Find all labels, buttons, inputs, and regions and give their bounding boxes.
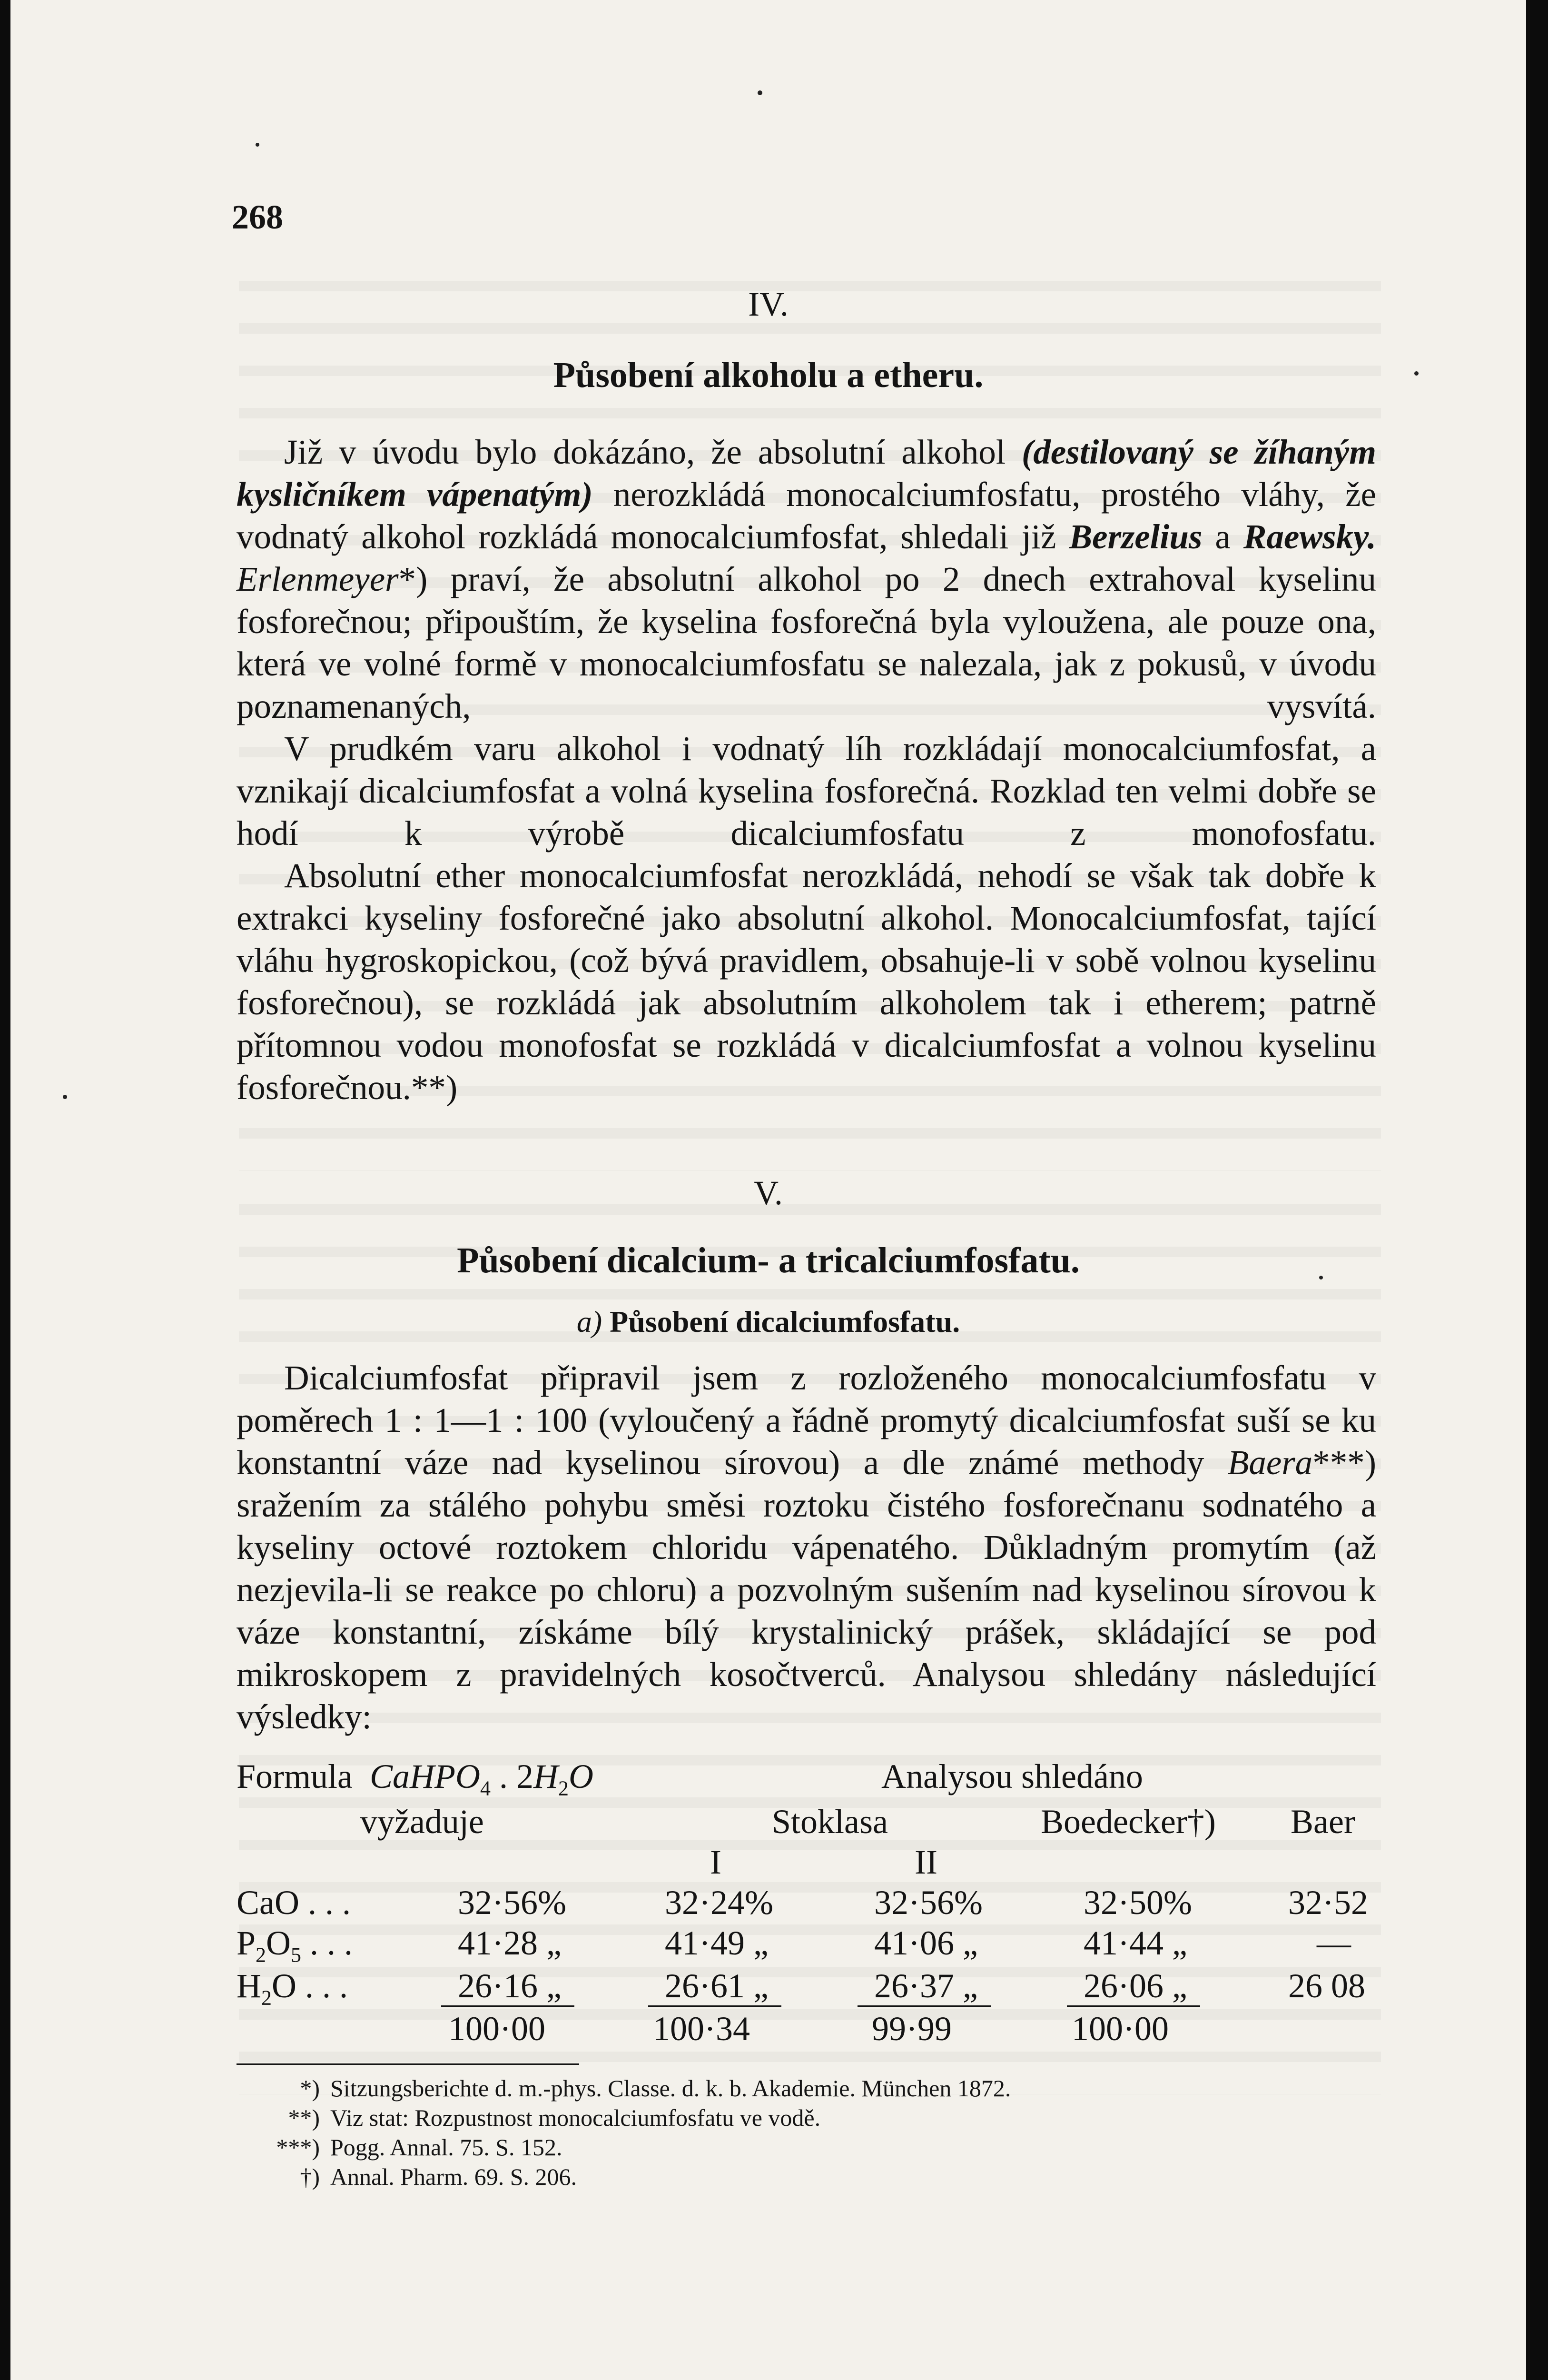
table-cell-stoklasa-i: 41·49 „ (665, 1924, 769, 1962)
table-cell-stoklasa-ii: 41·06 „ (874, 1924, 978, 1962)
author-name: Berzelius (1069, 517, 1203, 556)
text: ***) sražením za stálého pohybu směsi roztoku čistého fosforečnanu sodnatého a kyseliny octové roztokem chloridu vápenatého. Důkladným promytím (až nezjevila-li se reakce po chloru) a pozvolným sušením nad kyselinou sírovou k váze konstantní, získáme bílý krystalinický prášek, skládající se pod mikroskopem z pravidelných kosočtverců. Analysou shledány následující výsledky: (237, 1443, 1376, 1736)
formula-row (237, 1756, 593, 1808)
text: nerozkládá monocalciumfosfatu, prostého vláhy, že vodnatý alkohol rozkládá monocalciumfosfat, shledali již (237, 475, 1376, 556)
paragraph: V prudkém varu alkohol i vodnatý líh rozkládají monocalciumfosfat, a vznikají dicalciumfosfat a volná kyselina fosforečná. Rozklad ten velmi dobře se hodí k výrobě dicalciumfosfatu z monofosfatu. (237, 729, 1376, 853)
footnote-text: Sitzungsberichte d. m.-phys. Classe. d. k. b. Akademie. München 1872. (330, 2075, 1011, 2102)
subsection-heading (10, 1304, 1526, 1339)
scan-speck (256, 143, 259, 147)
table-cell-stoklasa-i: 32·24% (665, 1884, 773, 1922)
footnote-text: Annal. Pharm. 69. S. 206. (330, 2163, 577, 2190)
text: a (1202, 517, 1243, 556)
table-cell-required: 41·28 „ (458, 1924, 562, 1962)
section-heading: Působení alkoholu a etheru. (553, 355, 984, 395)
table-row-label: $P_2O_5$ . . . (237, 1924, 353, 1967)
baer-header: Baer (1291, 1803, 1355, 1841)
paragraph (237, 1357, 1376, 1738)
table-row-label: $H_2O$ . . . (237, 1967, 348, 2010)
footnote-mark: †) (300, 2163, 320, 2190)
footnote-rule (237, 2063, 579, 2065)
table-total-boedecker: 100·00 (1072, 2010, 1169, 2048)
table-cell-required: 32·56% (458, 1884, 566, 1922)
author-name: Raewsky. (1243, 517, 1376, 556)
table-cell-stoklasa-i: 26·61 „ (665, 1967, 769, 2005)
column-ii-header: II (915, 1843, 937, 1881)
boedecker-header: Boedecker†) (1041, 1803, 1216, 1841)
table-cell-baer: 32·52 (1288, 1884, 1368, 1922)
sum-rule (648, 2005, 781, 2007)
found-header: Analysou shledáno (881, 1757, 1143, 1795)
table-row-label: CaO . . . (237, 1884, 351, 1922)
footnote-text: Pogg. Annal. 75. S. 152. (330, 2134, 562, 2161)
author-name: Erlenmeyer (237, 560, 399, 598)
italic-text: (destilovaný se žíhaným kysličníkem vápenatým) (237, 433, 1376, 514)
paragraph (237, 431, 1376, 727)
table-cell-stoklasa-ii: 32·56% (874, 1884, 983, 1922)
table-total-stoklasa-i: 100·34 (653, 2010, 750, 2048)
footnote-text: Viz stat: Rozpustnost monocalciumfosfatu ve vodě. (330, 2104, 821, 2131)
table-cell-stoklasa-ii: 26·37 „ (874, 1967, 978, 2005)
paragraph: Absolutní ether monocalciumfosfat nerozkládá, nehodí se však tak dobře k extrakci kyseliny fosforečné jako absolutní alkohol. Monocalciumfosfat, tající vláhu hygroskopickou, (což bývá pravidlem, obsahuje-li v sobě volnou kyselinu fosforečnou), se rozkládá jak absolutním alkoholem tak i etherem; patrně přítomnou vodou monofosfat se rozkládá v dicalciumfosfat a volnou kyselinu fosforečnou.**) (237, 856, 1376, 1107)
scanned-page (10, 0, 1526, 2380)
section-numeral: IV. (748, 285, 789, 323)
sum-rule (858, 2005, 991, 2007)
stoklasa-header: Stoklasa (772, 1803, 888, 1841)
formula: CaHPO$_4$ . $2H_2O$ (369, 1757, 593, 1800)
table-cell-required: 26·16 „ (458, 1967, 562, 2005)
formula-label: Formula (237, 1757, 353, 1795)
subsection-title: Působení dicalciumfosfatu. (610, 1305, 960, 1339)
section-heading: Působení dicalcium- a tricalciumfosfatu. (457, 1240, 1080, 1280)
column-i-header: I (710, 1843, 721, 1881)
table-total-required: 100·00 (448, 2010, 545, 2048)
scan-speck (758, 90, 762, 95)
text: Dicalciumfosfat připravil jsem z rozloženého monocalciumfosfatu v poměrech 1 : 1—1 : 100 (vyloučený a řádně promytý dicalciumfosfat suší se ku konstantní váze nad kyselinou sírovou) a dle známé methody (237, 1359, 1376, 1482)
table-cell-boedecker: 26·06 „ (1084, 1967, 1187, 2005)
table-cell-boedecker: 32·50% (1084, 1884, 1192, 1922)
page-number: 268 (232, 198, 283, 236)
footnote-mark: *) (300, 2075, 320, 2102)
subsection-label: a) (576, 1305, 602, 1339)
table-total-stoklasa-ii: 99·99 (872, 2010, 952, 2048)
table-cell-boedecker: 41·44 „ (1084, 1924, 1187, 1962)
section-numeral: V. (754, 1174, 783, 1212)
table-cell-baer: — (1317, 1924, 1351, 1962)
table-cell-baer: 26 08 (1288, 1967, 1365, 2005)
sum-rule (441, 2005, 574, 2007)
author-name: Baera (1227, 1443, 1313, 1482)
footnote-mark: **) (288, 2104, 320, 2131)
text: Již v úvodu bylo dokázáno, že absolutní alkohol (284, 433, 1022, 471)
footnote-mark: ***) (276, 2134, 320, 2161)
text: *) praví, že absolutní alkohol po 2 dnech extrahoval kyselinu fosforečnou; připouštím, že kyselina fosforečná byla vyloužena, ale pouze ona, která ve volné formě v monocalciumfosfatu se nalezala, jak z pokusů, v úvodu poznamenaných, vysvítá. (237, 560, 1376, 725)
sum-rule (1067, 2005, 1200, 2007)
required-header: vyžaduje (360, 1803, 484, 1841)
scan-speck (63, 1095, 67, 1099)
